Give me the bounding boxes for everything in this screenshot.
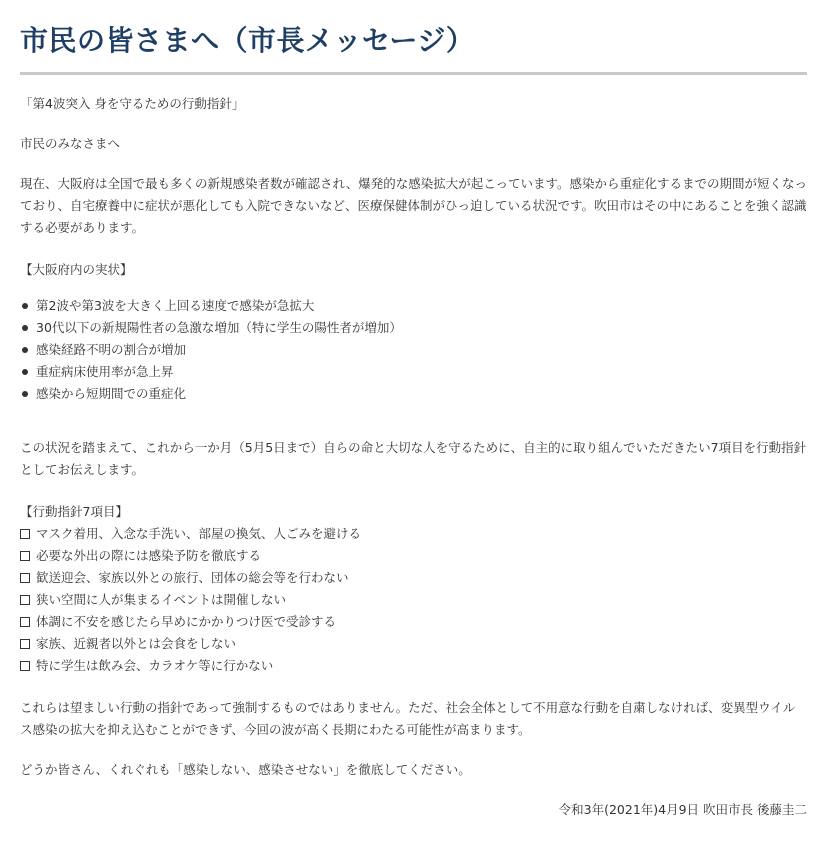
list-item (20, 339, 807, 361)
list-item (20, 545, 807, 567)
list-item-text: 30代以下の新規陽性者の急激な増加（特に学生の陽性者が増加） (36, 320, 402, 335)
list-item (20, 317, 807, 339)
intro-paragraph: 現在、大阪府は全国で最も多くの新規感染者数が確認され、爆発的な感染拡大が起こっています。感染から重症化するまでの期間が短くなっており、自宅療養中に症状が悪化しても入院できないなど、医療保健体制がひっ迫している状況です。吹田市はその中にあることを強く認識する必要があります。 (20, 176, 808, 235)
list-item-text: 家族、近親者以外とは会食をしない (36, 636, 237, 651)
title-divider (20, 72, 807, 75)
bullet-icon (22, 369, 28, 375)
list-item (20, 383, 807, 405)
checkbox-icon (20, 551, 30, 561)
list-item-text: マスク着用、入念な手洗い、部屋の換気、人ごみを避ける (36, 526, 362, 541)
message-body (20, 93, 807, 821)
list-item (20, 295, 807, 317)
list-item-text: 必要な外出の際には感染予防を徹底する (36, 548, 262, 563)
page-title: 市民の皆さまへ（市長メッセージ） (20, 24, 475, 57)
situation-heading: 【大阪府内の実状】 (20, 262, 133, 277)
list-item-text: 特に学生は飲み会、カラオケ等に行かない (36, 658, 274, 673)
closing-paragraph: どうか皆さん、くれぐれも「感染しない、感染させない」を徹底してください。 (20, 762, 471, 777)
list-item-text: 狭い空間に人が集まるイベントは開催しない (36, 592, 287, 607)
list-item (20, 567, 807, 589)
list-item (20, 633, 807, 655)
checkbox-icon (20, 661, 30, 671)
list-item (20, 589, 807, 611)
guideline-heading: 【行動指針7項目】 (20, 504, 128, 519)
bullet-icon (22, 303, 28, 309)
list-item-text: 感染から短期間での重症化 (36, 386, 187, 401)
bullet-icon (22, 325, 28, 331)
list-item (20, 655, 807, 677)
checkbox-icon (20, 617, 30, 627)
guideline-list (20, 523, 807, 677)
list-item-text: 体調に不安を感じたら早めにかかりつけ医で受診する (36, 614, 337, 629)
note-paragraph: これらは望ましい行動の指針であって強制するものではありません。ただ、社会全体として不用意な行動を自粛しなければ、変異型ウイルス感染の拡大を抑え込むことができず、今回の波が高く長期にわたる可能性が高まります。 (20, 700, 796, 737)
list-item-text: 重症病床使用率が急上昇 (36, 364, 174, 379)
signature: 令和3年(2021年)4月9日 吹田市長 後藤圭二 (558, 802, 807, 817)
bullet-icon (22, 347, 28, 353)
list-item (20, 523, 807, 545)
request-paragraph: この状況を踏まえて、これから一か月（5月5日まで）自らの命と大切な人を守るために、自主的に取り組んでいただきたい7項目を行動指針としてお伝えします。 (20, 440, 807, 477)
message-heading: 「第4波突入 身を守るための行動指針」 (20, 96, 245, 111)
list-item-text: 感染経路不明の割合が増加 (36, 342, 187, 357)
bullet-icon (22, 391, 28, 397)
list-item (20, 611, 807, 633)
situation-list (20, 295, 807, 405)
checkbox-icon (20, 529, 30, 539)
checkbox-icon (20, 573, 30, 583)
list-item (20, 361, 807, 383)
checkbox-icon (20, 595, 30, 605)
checkbox-icon (20, 639, 30, 649)
list-item-text: 歓送迎会、家族以外との旅行、団体の総会等を行わない (36, 570, 349, 585)
list-item-text: 第2波や第3波を大きく上回る速度で感染が急拡大 (36, 298, 315, 313)
greeting: 市民のみなさまへ (20, 136, 121, 151)
